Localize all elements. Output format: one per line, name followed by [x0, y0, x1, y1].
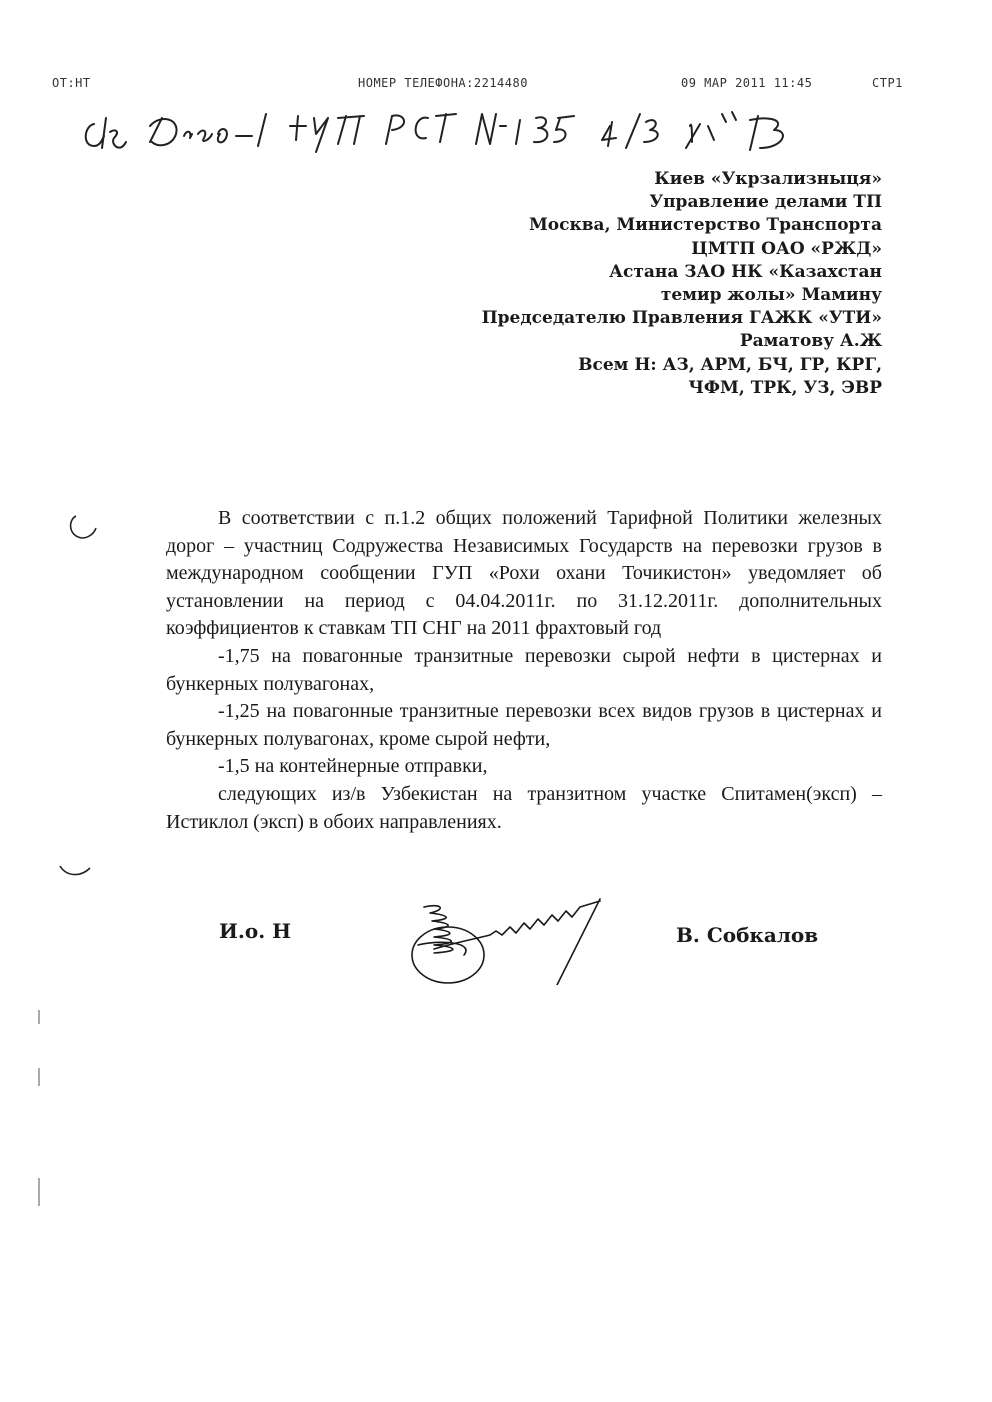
fax-from: ОТ:НТ: [52, 76, 91, 90]
fax-page-number: СТР1: [872, 76, 903, 90]
coefficient-item: -1,75 на повагонные транзитные перевозки сырой нефти в цистернах и бункерных полувагонах,: [166, 644, 882, 695]
addressee-line: Киев «Укрзализныця»: [654, 169, 882, 189]
addressee-line: Москва, Министерство Транспорта: [528, 215, 882, 236]
handwritten-routing-note: [80, 96, 800, 156]
body-paragraph-intro: В соответствии с п.1.2 общих положений Тарифной Политики железных дорог – участниц Содружества Независимых Государств на перевозки грузов в международном сообщении ГУП «Рохи охани Точикистон» уведомляет об установлении на период с 04.04.2011г. по 31.12.2011г. дополнительных коэффициентов к ставкам ТП СНГ на 2011 фрахтовый год: [166, 507, 882, 640]
addressee-line: Всем Н: АЗ, АРМ, БЧ, ГР, КРГ,: [578, 354, 882, 375]
signatory-title: И.о. Н: [219, 919, 292, 943]
letter-body: [166, 505, 882, 836]
coefficient-item: -1,5 на контейнерные отправки,: [218, 755, 488, 778]
fax-phone-number: НОМЕР ТЕЛЕФОНА:2214480: [358, 76, 528, 90]
hole-punch-mark: [58, 860, 92, 882]
addressee-line: Раматову А.Ж: [739, 331, 882, 352]
addressee-line: Председателю Правления ГАЖК «УТИ»: [481, 308, 882, 329]
addressee-list: [412, 168, 882, 400]
coefficient-item: -1,25 на повагонные транзитные перевозки всех видов грузов в цистернах и бункерных полувагонах, кроме сырой нефти,: [166, 700, 882, 750]
handwritten-signature: [404, 873, 604, 985]
fax-header: [0, 76, 992, 94]
addressee-line: ЧФМ, ТРК, УЗ, ЭВР: [688, 377, 882, 398]
addressee-line: Управление делами ТП: [649, 192, 882, 213]
addressee-line: ЦМТП ОАО «РЖД»: [691, 238, 882, 259]
margin-scan-marks: [36, 1010, 42, 1210]
signature-block: [0, 915, 992, 995]
fax-datetime: 09 МАР 2011 11:45: [681, 76, 813, 90]
hole-punch-mark: [66, 512, 98, 542]
signatory-name: В. Собкалов: [676, 923, 819, 947]
addressee-line: Астана ЗАО НК «Казахстан: [609, 261, 882, 282]
addressee-line: темир жолы» Мамину: [660, 285, 882, 306]
body-paragraph-route: следующих из/в Узбекистан на транзитном участке Спитамен(эксп) – Истиклол (эксп) в обоих направлениях.: [166, 782, 882, 833]
